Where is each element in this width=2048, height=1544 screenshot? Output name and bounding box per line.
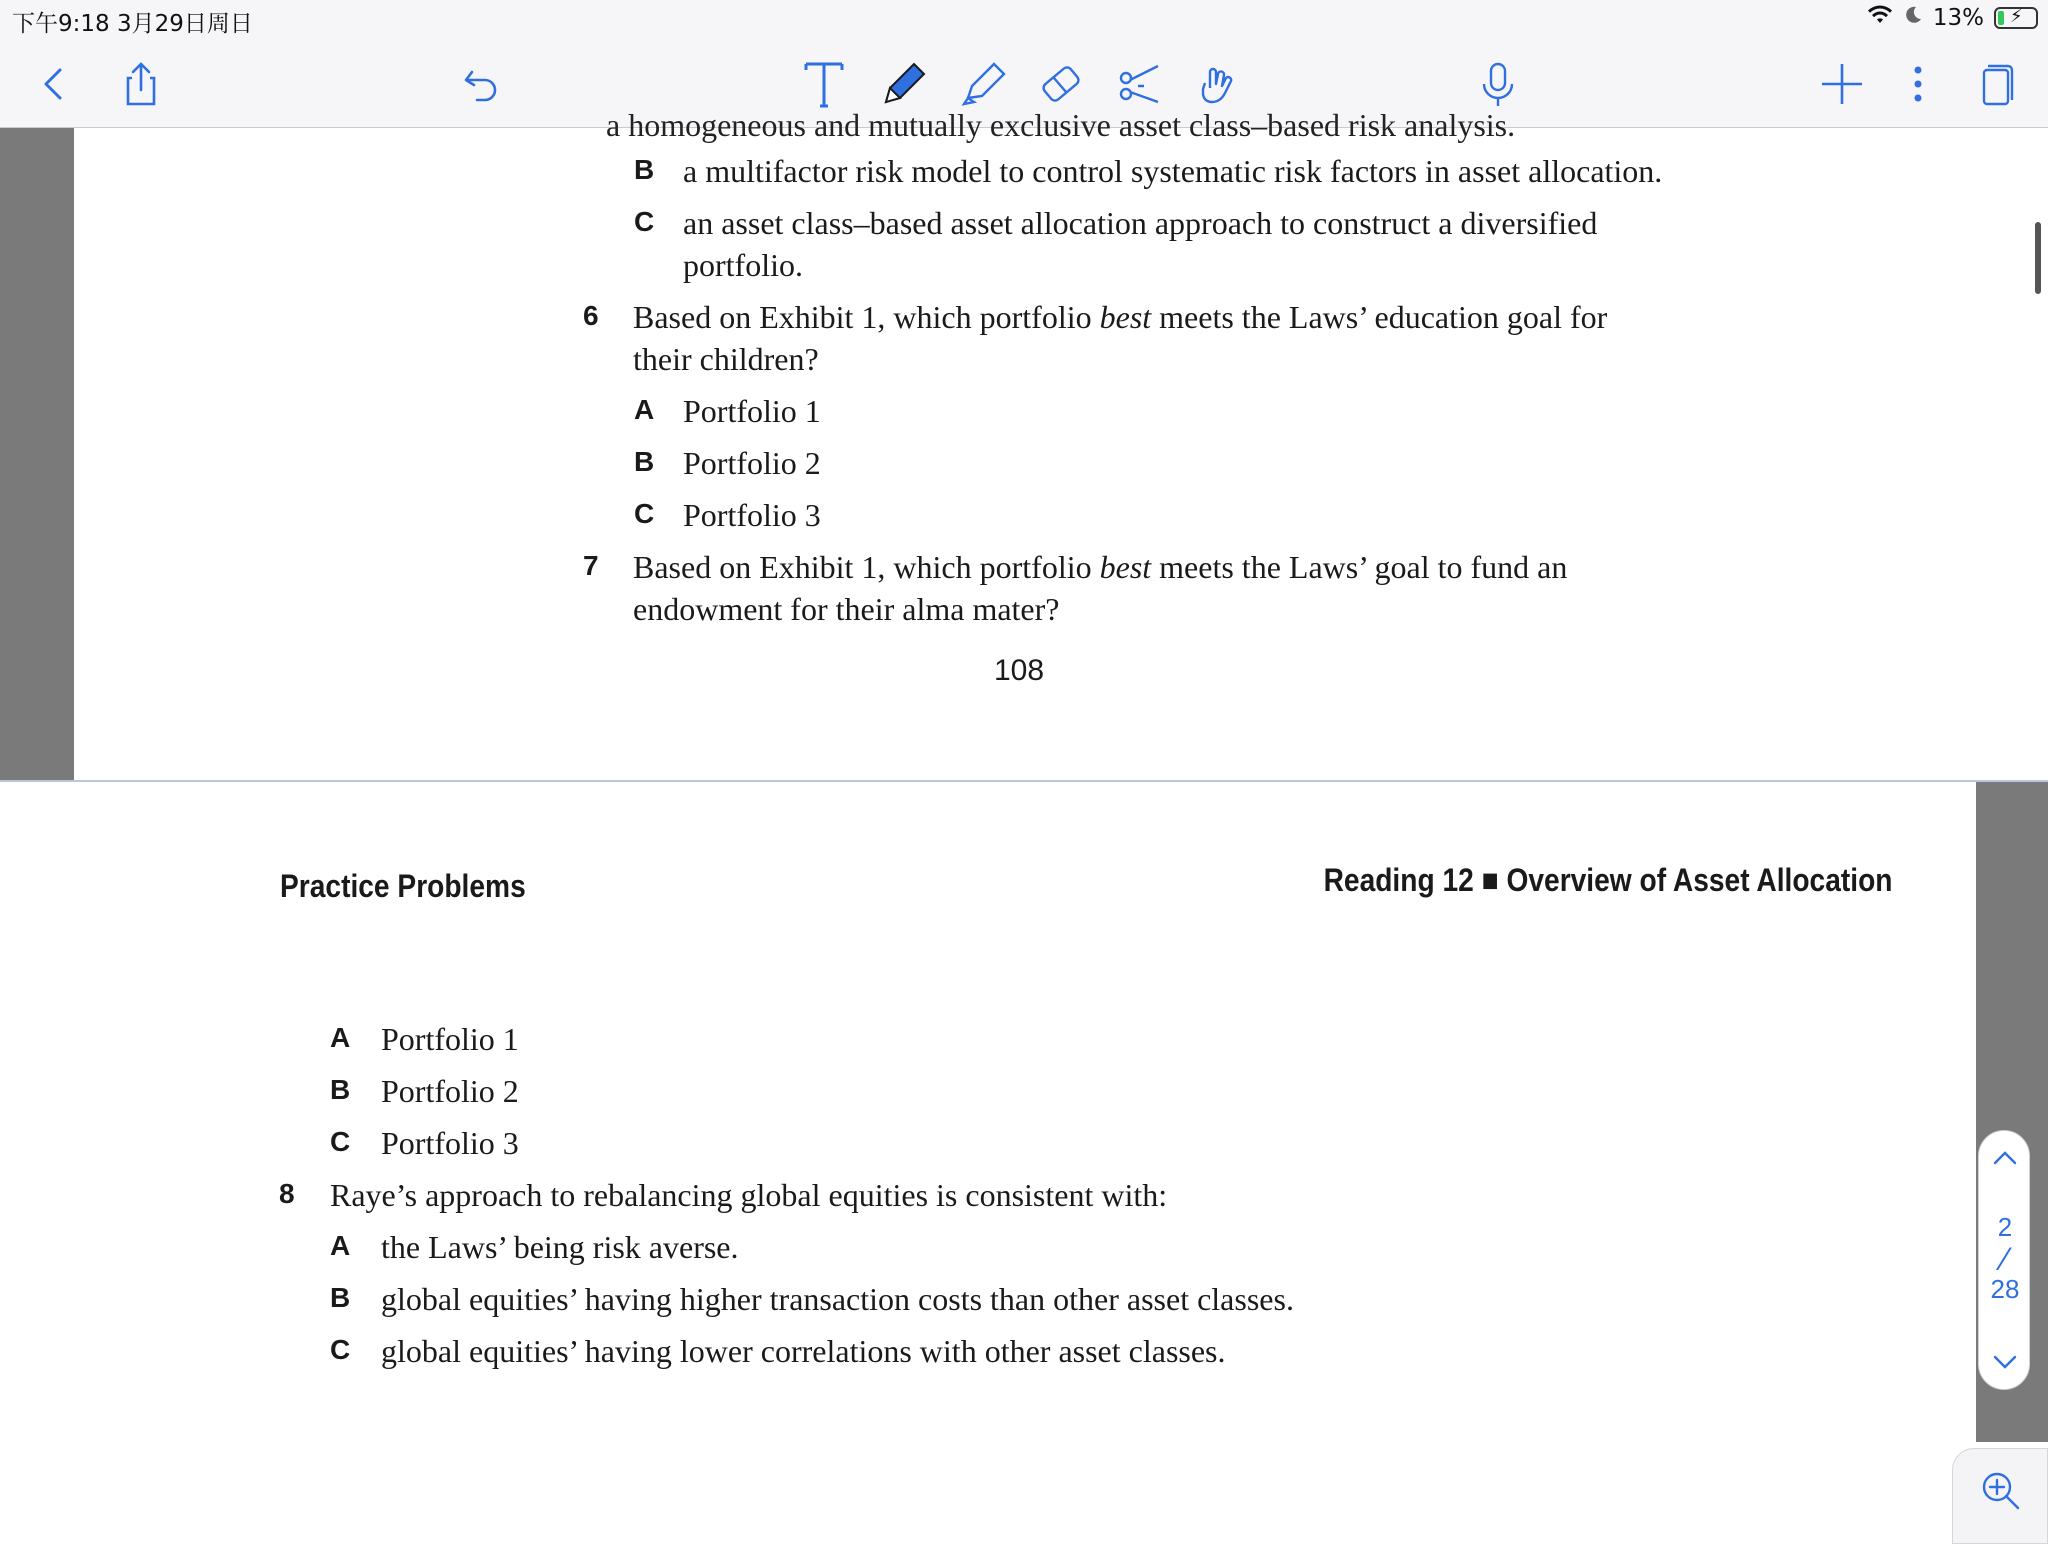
option-text: a multifactor risk model to control systematic risk factors in asset allocation. bbox=[683, 153, 1663, 189]
page-number: 108 bbox=[994, 654, 1045, 687]
option-letter: C bbox=[330, 1334, 351, 1365]
option-letter: B bbox=[634, 446, 655, 477]
eraser-icon bbox=[1034, 58, 1086, 110]
option-text: an asset class–based asset allocation approach to construct a diversified bbox=[683, 205, 1598, 241]
more-button[interactable] bbox=[1888, 54, 1948, 114]
zoom-button[interactable] bbox=[1952, 1448, 2048, 1544]
current-page: 2 bbox=[1997, 1212, 2013, 1242]
option-text: Portfolio 1 bbox=[381, 1021, 519, 1057]
add-page-button[interactable] bbox=[1812, 54, 1872, 114]
page-gutter-left bbox=[0, 128, 74, 780]
more-vertical-icon bbox=[1892, 58, 1944, 110]
option-text: the Laws’ being risk averse. bbox=[381, 1229, 739, 1265]
wifi-icon bbox=[1867, 5, 1893, 31]
option-text: Portfolio 2 bbox=[381, 1073, 519, 1109]
chevron-left-icon bbox=[28, 58, 80, 110]
document-page-109[interactable] bbox=[0, 782, 1976, 1536]
scrollbar-thumb[interactable] bbox=[2035, 222, 2041, 294]
zoom-in-icon bbox=[1979, 1469, 2023, 1513]
option-text: Portfolio 2 bbox=[683, 445, 821, 481]
total-pages: 28 bbox=[1990, 1274, 2020, 1304]
status-time: 下午9:18 3月29日周日 bbox=[12, 11, 253, 37]
undo-button[interactable] bbox=[452, 54, 512, 114]
battery-percent: 13% bbox=[1932, 5, 1984, 31]
share-icon bbox=[114, 58, 166, 110]
option-letter: B bbox=[330, 1074, 351, 1105]
battery-icon: ⚡ bbox=[1994, 7, 2038, 29]
pen-icon bbox=[878, 58, 930, 110]
question-text: Raye’s approach to rebalancing global equities is consistent with: bbox=[330, 1177, 1168, 1213]
option-text: portfolio. bbox=[683, 247, 803, 283]
page-counter-slash: ⁄ bbox=[2002, 1241, 2008, 1277]
hand-pointer-icon bbox=[1192, 58, 1244, 110]
question-text: Based on Exhibit 1, which portfolio best meets the Laws’ education goal for bbox=[633, 299, 1608, 335]
status-indicators bbox=[1867, 5, 2038, 31]
microphone-icon bbox=[1472, 58, 1524, 110]
option-text: global equities’ having higher transaction costs than other asset classes. bbox=[381, 1281, 1294, 1317]
option-letter: C bbox=[634, 206, 655, 237]
option-letter: C bbox=[634, 498, 655, 529]
undo-icon bbox=[456, 58, 508, 110]
back-button[interactable] bbox=[24, 54, 84, 114]
document-page-108[interactable] bbox=[74, 107, 2048, 780]
question-text: Based on Exhibit 1, which portfolio best meets the Laws’ goal to fund an bbox=[633, 549, 1568, 585]
option-letter: B bbox=[330, 1282, 351, 1313]
option-text: global equities’ having lower correlations with other asset classes. bbox=[381, 1333, 1226, 1369]
option-letter: A bbox=[330, 1022, 351, 1053]
option-letter: C bbox=[330, 1126, 351, 1157]
question-number: 6 bbox=[583, 300, 599, 331]
text-tool-icon bbox=[798, 58, 850, 110]
chevron-up-icon[interactable] bbox=[1991, 1145, 2019, 1173]
pages-button[interactable] bbox=[1966, 54, 2026, 114]
status-bar bbox=[0, 0, 2048, 40]
option-letter: B bbox=[634, 154, 655, 185]
running-head-right: Reading 12 ■ Overview of Asset Allocation bbox=[1323, 862, 1892, 898]
scissors-icon bbox=[1114, 58, 1166, 110]
option-text: Portfolio 3 bbox=[381, 1125, 519, 1161]
page-counter bbox=[1979, 1211, 2031, 1305]
running-head-left: Practice Problems bbox=[280, 868, 526, 904]
moon-icon bbox=[1903, 5, 1923, 31]
chevron-down-icon[interactable] bbox=[1991, 1347, 2019, 1375]
question-text: endowment for their alma mater? bbox=[633, 591, 1060, 627]
plus-icon bbox=[1816, 58, 1868, 110]
highlighter-icon bbox=[956, 58, 1008, 110]
option-text: Portfolio 1 bbox=[683, 393, 821, 429]
question-number: 7 bbox=[583, 550, 599, 581]
question-number: 8 bbox=[279, 1178, 295, 1209]
clipped-text-line: a homogeneous and mutually exclusive asset class–based risk analysis. bbox=[606, 107, 1516, 143]
option-letter: A bbox=[330, 1230, 351, 1261]
page-navigator bbox=[1978, 1130, 2030, 1390]
pages-icon bbox=[1970, 58, 2022, 110]
option-letter: A bbox=[634, 394, 655, 425]
question-text: their children? bbox=[633, 341, 819, 377]
share-button[interactable] bbox=[110, 54, 170, 114]
option-text: Portfolio 3 bbox=[683, 497, 821, 533]
